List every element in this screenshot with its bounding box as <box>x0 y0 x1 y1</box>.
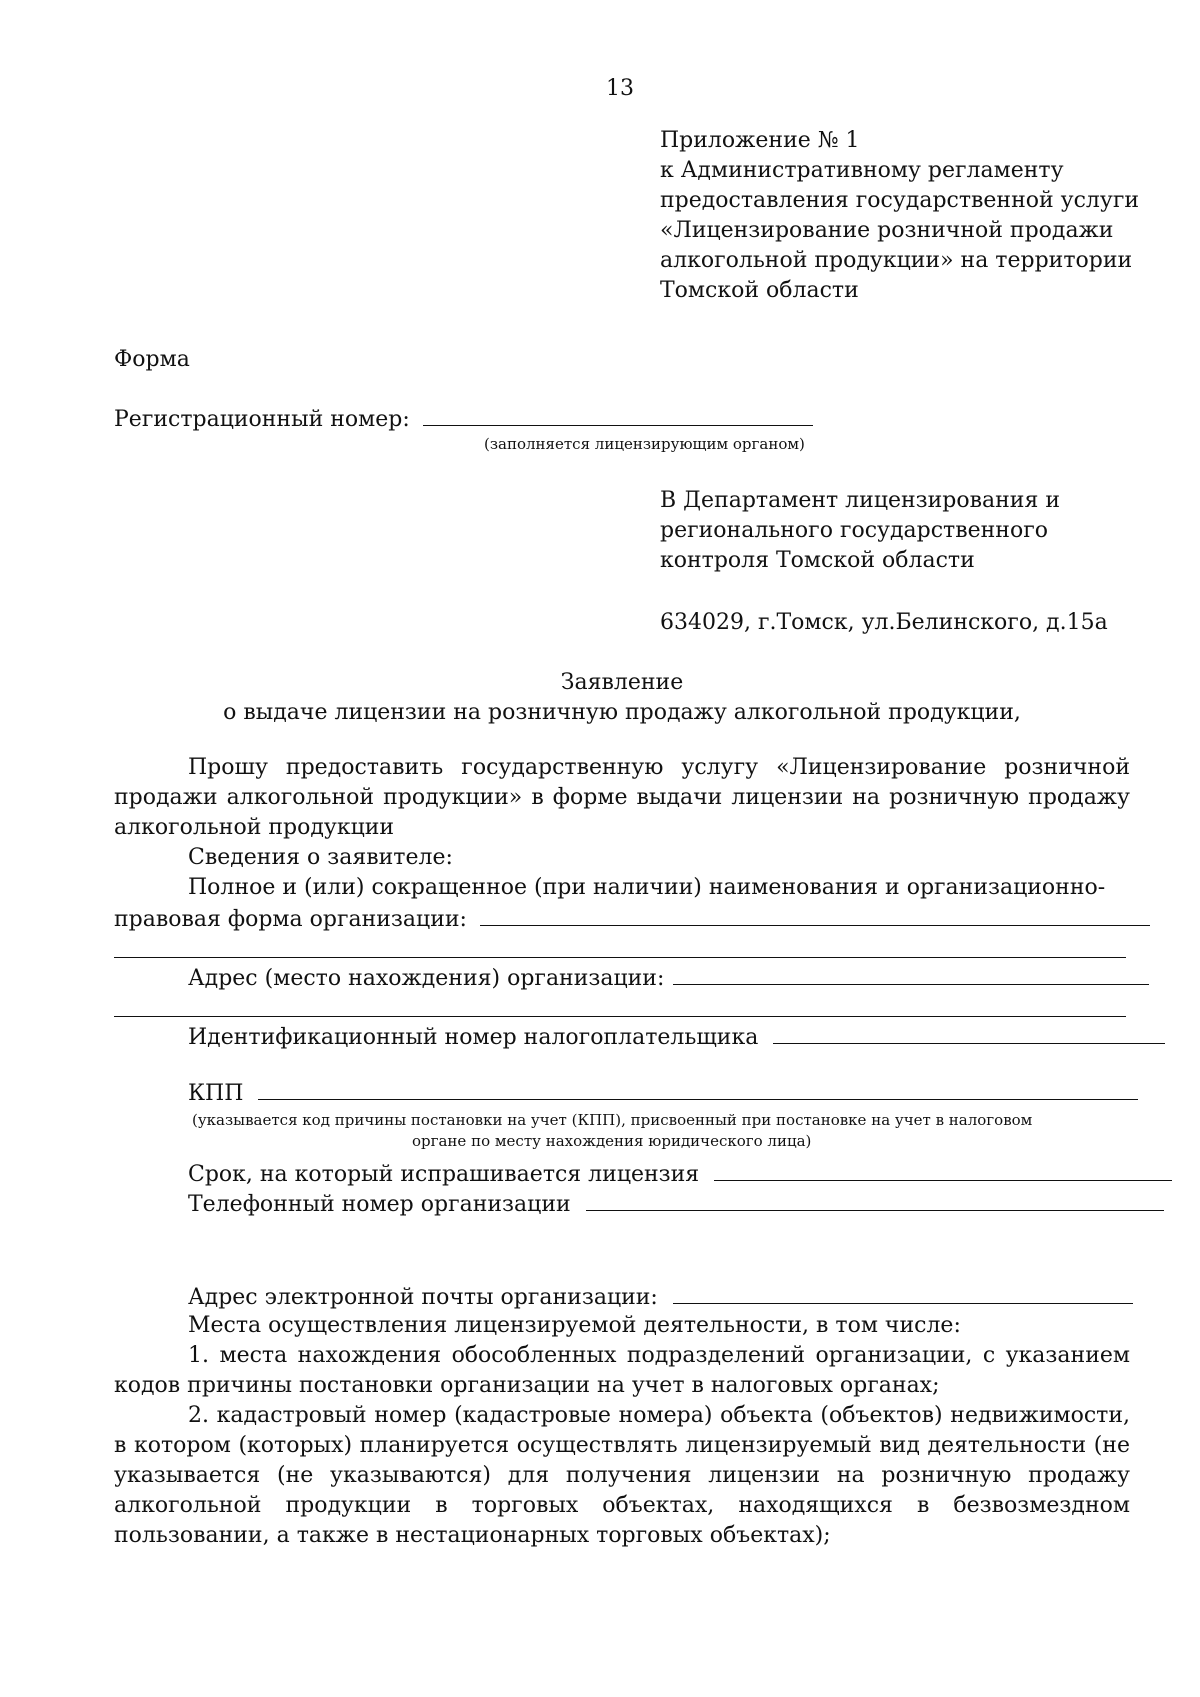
appendix-line: «Лицензирование розничной продажи <box>660 218 1114 243</box>
registration-label: Регистрационный номер: <box>114 407 410 432</box>
email-label: Адрес электронной почты организации: <box>188 1285 658 1310</box>
appendix-line: к Административному регламенту <box>660 158 1064 183</box>
kpp-row <box>188 1077 1138 1109</box>
document-subtitle: о выдаче лицензии на розничную продажу алкогольной продукции, <box>223 700 1021 725</box>
inn-row <box>188 1021 1165 1053</box>
appendix-line: предоставления государственной услуги <box>660 188 1140 213</box>
phone-label: Телефонный номер организации <box>188 1192 571 1217</box>
email-field[interactable] <box>673 1281 1133 1304</box>
kpp-field[interactable] <box>258 1077 1138 1100</box>
email-row <box>188 1281 1133 1313</box>
recipient-address: 634029, г.Томск, ул.Белинского, д.15а <box>660 610 1108 635</box>
appendix-line: алкогольной продукции» на территории <box>660 248 1133 273</box>
org-name-label-line1: Полное и (или) сокращенное (при наличии) наименования и организационно- <box>188 875 1106 900</box>
license-term-label: Срок, на который испрашивается лицензия <box>188 1162 700 1187</box>
list-item: 1. места нахождения обособленных подразделений организации, с указанием кодов причины постановки организации на учет в налоговых органах; <box>114 1343 1130 1398</box>
inn-label: Идентификационный номер налогоплательщика <box>188 1025 759 1050</box>
registration-number-field[interactable] <box>423 403 813 426</box>
form-label: Форма <box>114 347 190 372</box>
applicant-info-label: Сведения о заявителе: <box>188 845 453 870</box>
registration-row <box>114 403 813 435</box>
document-title: Заявление <box>560 670 684 695</box>
recipient-line: контроля Томской области <box>660 548 975 573</box>
inn-field[interactable] <box>773 1021 1165 1044</box>
org-name-row <box>114 903 1150 935</box>
address-field[interactable] <box>673 962 1149 985</box>
org-name-field[interactable] <box>480 903 1150 926</box>
license-term-row <box>188 1158 1172 1190</box>
org-name-label-line2: правовая форма организации: <box>114 907 467 932</box>
recipient-line: В Департамент лицензирования и <box>660 488 1060 513</box>
page-number: 13 <box>606 76 634 101</box>
appendix-line: Приложение № 1 <box>660 128 860 153</box>
request-paragraph: Прошу предоставить государственную услугу «Лицензирование розничной продажи алкогольной продукции» в форме выдачи лицензии на розничную продажу алкогольной продукции <box>114 755 1130 840</box>
recipient-line: регионального государственного <box>660 518 1048 543</box>
license-term-field[interactable] <box>714 1158 1172 1181</box>
registration-note: (заполняется лицензирующим органом) <box>484 435 805 453</box>
phone-row <box>188 1188 1164 1220</box>
address-label: Адрес (место нахождения) организации: <box>188 966 665 991</box>
places-label: Места осуществления лицензируемой деятельности, в том числе: <box>188 1313 961 1338</box>
phone-field[interactable] <box>586 1188 1164 1211</box>
address-field-continuation[interactable] <box>114 1016 1126 1017</box>
kpp-note-line1: (указывается код причины постановки на учет (КПП), присвоенный при постановке на учет в налоговом <box>192 1111 1033 1129</box>
kpp-label: КПП <box>188 1081 244 1106</box>
list-item: 2. кадастровый номер (кадастровые номера) объекта (объектов) недвижимости, в котором (которых) планируется осуществлять лицензируемый вид деятельности (не указывается (не указываются) для получения лицензии на розничную продажу алкогольной продукции в торговых объектах, находящихся в безвозмездном пользовании, а также в нестационарных торговых объектах); <box>114 1403 1130 1548</box>
org-name-field-continuation[interactable] <box>114 957 1126 958</box>
appendix-line: Томской области <box>660 278 859 303</box>
appendix-block <box>660 126 1160 306</box>
address-row <box>188 962 1149 994</box>
recipient-block <box>660 486 1160 576</box>
kpp-note-line2: органе по месту нахождения юридического лица) <box>412 1132 812 1150</box>
